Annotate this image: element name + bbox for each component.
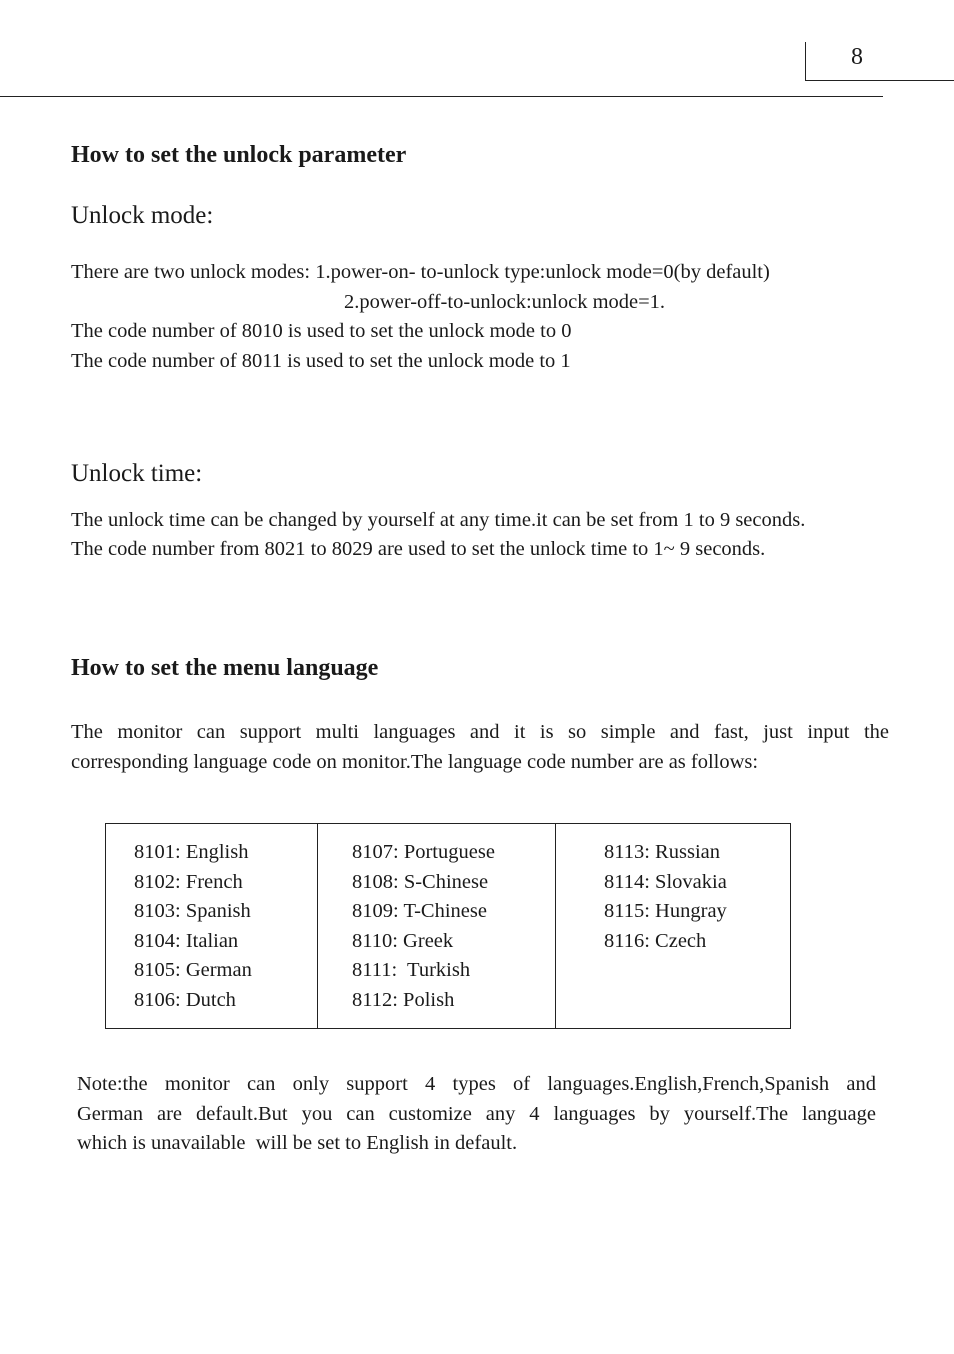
language-heading: How to set the menu language: [71, 655, 379, 681]
header-rule: [0, 96, 883, 97]
unlock-time-line-1: The unlock time can be changed by yourself at any time.it can be set from 1 to 9 seconds.: [71, 509, 806, 531]
unlock-mode-line-2: 2.power-off-to-unlock:unlock mode=1.: [344, 291, 666, 313]
language-code-item: 8101: English: [134, 841, 249, 863]
unlock-mode-title: Unlock mode:: [71, 202, 214, 229]
language-code-item: 8113: Russian: [604, 841, 720, 863]
language-code-item: 8110: Greek: [352, 929, 454, 952]
page-number-divider: [805, 42, 806, 80]
unlock-mode-line-4: The code number of 8011 is used to set the unlock mode to 1: [71, 350, 571, 372]
language-intro-line-1: The monitor can support multi languages and it is so simple and fast, just input the: [71, 721, 889, 743]
language-code-item: 8114: Slovakia: [604, 870, 727, 893]
language-code-item: 8107: Portuguese: [352, 841, 495, 863]
language-column-3: [604, 838, 727, 956]
language-intro-line-2: corresponding language code on monitor.The language code number are as follows:: [71, 751, 759, 773]
note-line-1: Note:the monitor can only support 4 types of languages.English,French,Spanish and: [77, 1073, 876, 1095]
language-code-item: 8103: Spanish: [134, 900, 251, 922]
unlock-mode-line-3: The code number of 8010 is used to set the unlock mode to 0: [71, 320, 572, 342]
language-code-item: 8104: Italian: [134, 929, 239, 952]
language-code-item: 8109: T-Chinese: [352, 900, 487, 922]
unlock-mode-line-1: There are two unlock modes: 1.power-on- to-unlock type:unlock mode=0(by default): [71, 261, 770, 283]
page-number-rule: [805, 80, 954, 81]
language-code-item: 8102: French: [134, 870, 243, 893]
table-divider-2: [555, 824, 556, 1028]
language-code-item: 8111: Turkish: [352, 959, 471, 981]
language-column-1: [134, 838, 252, 1015]
language-code-item: 8112: Polish: [352, 988, 455, 1011]
language-code-table: [105, 823, 791, 1029]
language-code-item: 8105: German: [134, 959, 252, 981]
unlock-time-line-2: The code number from 8021 to 8029 are used to set the unlock time to 1~ 9 seconds.: [71, 538, 766, 560]
note-line-2: German are default.But you can customize any 4 languages by yourself.The language: [77, 1103, 876, 1125]
language-code-item: 8108: S-Chinese: [352, 870, 489, 893]
note-line-3: which is unavailable will be set to English in default.: [77, 1132, 518, 1154]
unlock-heading: How to set the unlock parameter: [71, 142, 407, 168]
unlock-time-title: Unlock time:: [71, 460, 203, 487]
language-code-item: 8116: Czech: [604, 929, 707, 952]
language-code-item: 8106: Dutch: [134, 988, 236, 1011]
table-divider-1: [317, 824, 318, 1028]
language-column-2: [352, 838, 495, 1015]
language-code-item: 8115: Hungray: [604, 900, 727, 922]
page-number: 8: [851, 44, 863, 70]
